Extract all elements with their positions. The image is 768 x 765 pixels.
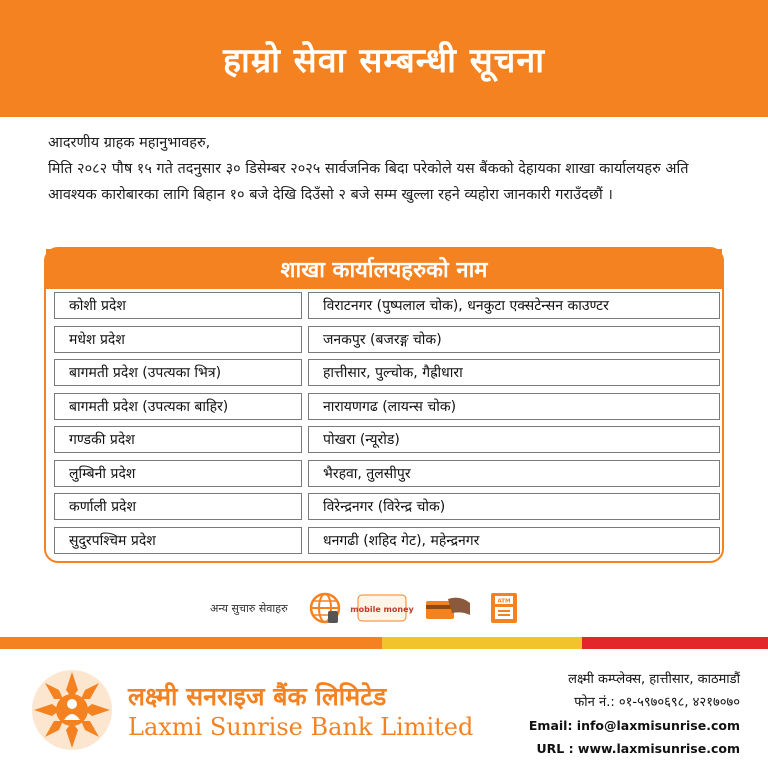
table-title: शाखा कार्यालयहरुको नाम <box>46 249 722 289</box>
province-cell: लुम्बिनी प्रदेश <box>54 460 302 487</box>
other-services <box>210 590 520 626</box>
contact-info <box>529 668 740 760</box>
table-row <box>46 390 722 424</box>
table-row <box>46 490 722 524</box>
salutation: आदरणीय ग्राहक महानुभावहरु, <box>48 135 211 151</box>
phone: फोन नं.: ०१-५९७०६९८, ४२१७०७० <box>574 695 740 710</box>
email: Email: info@laxmisunrise.com <box>528 718 740 733</box>
table-rows <box>46 289 722 557</box>
website-url: URL : www.laxmisunrise.com <box>536 741 740 756</box>
location-cell: विराटनगर (पुष्पलाल चोक), धनकुटा एक्सटेन्सन काउण्टर <box>308 292 720 319</box>
footer-stripe-orange <box>0 637 382 649</box>
page-title: हाम्रो सेवा सम्बन्धी सूचना <box>222 40 546 81</box>
location-cell: नारायणगढ (लायन्स चोक) <box>308 393 720 420</box>
branch-table <box>44 247 724 563</box>
lotus-logo-icon <box>30 668 114 756</box>
table-row <box>46 457 722 491</box>
province-cell: बागमती प्रदेश (उपत्यका बाहिर) <box>54 393 302 420</box>
notice-body: मिति २०८२ पौष १५ गते तदनुसार ३० डिसेम्बर २०२५ सार्वजनिक बिदा परेकोले यस बैंकको देहायका शाखा कार्यालयहरु अति आवश्यक कारोबारका लागि बिहान १० बजे देखि दिउँसो २ बजे सम्म खुल्ला रहने व्यहोरा जानकारी गराउँदछौं । <box>48 161 689 203</box>
location-cell: विरेन्द्रनगर (विरेन्द्र चोक) <box>308 493 720 520</box>
notice-text <box>48 130 728 208</box>
province-cell: कर्णाली प्रदेश <box>54 493 302 520</box>
location-cell: हात्तीसार, पुल्चोक, गैह्रीधारा <box>308 359 720 386</box>
bank-name-nepali: लक्ष्मी सनराइज बैंक लिमिटेड <box>128 682 387 711</box>
atm-icon <box>488 591 520 625</box>
location-cell: भैरहवा, तुलसीपुर <box>308 460 720 487</box>
province-cell: सुदुरपश्चिम प्रदेश <box>54 527 302 554</box>
mobile-money-icon <box>349 591 414 625</box>
location-cell: जनकपुर (बजरङ्ग चोक) <box>308 326 720 353</box>
footer-stripe-red <box>582 637 768 649</box>
table-row <box>46 356 722 390</box>
footer-stripe-yellow <box>382 637 582 649</box>
bank-name-english: Laxmi Sunrise Bank Limited <box>128 713 474 741</box>
province-cell: गण्डकी प्रदेश <box>54 426 302 453</box>
location-cell: पोखरा (न्यूरोड) <box>308 426 720 453</box>
province-cell: मधेश प्रदेश <box>54 326 302 353</box>
card-payment-icon <box>422 591 474 625</box>
province-cell: बागमती प्रदेश (उपत्यका भित्र) <box>54 359 302 386</box>
table-row <box>46 423 722 457</box>
internet-banking-icon <box>308 591 342 625</box>
header-banner <box>0 0 768 117</box>
table-row <box>46 289 722 323</box>
address: लक्ष्मी कम्प्लेक्स, हात्तीसार, काठमाडौं <box>568 672 740 687</box>
mobile-money-text: mobile money <box>349 605 414 614</box>
bank-logo <box>30 668 473 756</box>
atm-text: ATM <box>497 598 511 605</box>
table-row <box>46 524 722 558</box>
services-label: अन्य सुचारु सेवाहरु <box>210 601 288 615</box>
location-cell: धनगढी (शहिद गेट), महेन्द्रनगर <box>308 527 720 554</box>
table-row <box>46 323 722 357</box>
province-cell: कोशी प्रदेश <box>54 292 302 319</box>
